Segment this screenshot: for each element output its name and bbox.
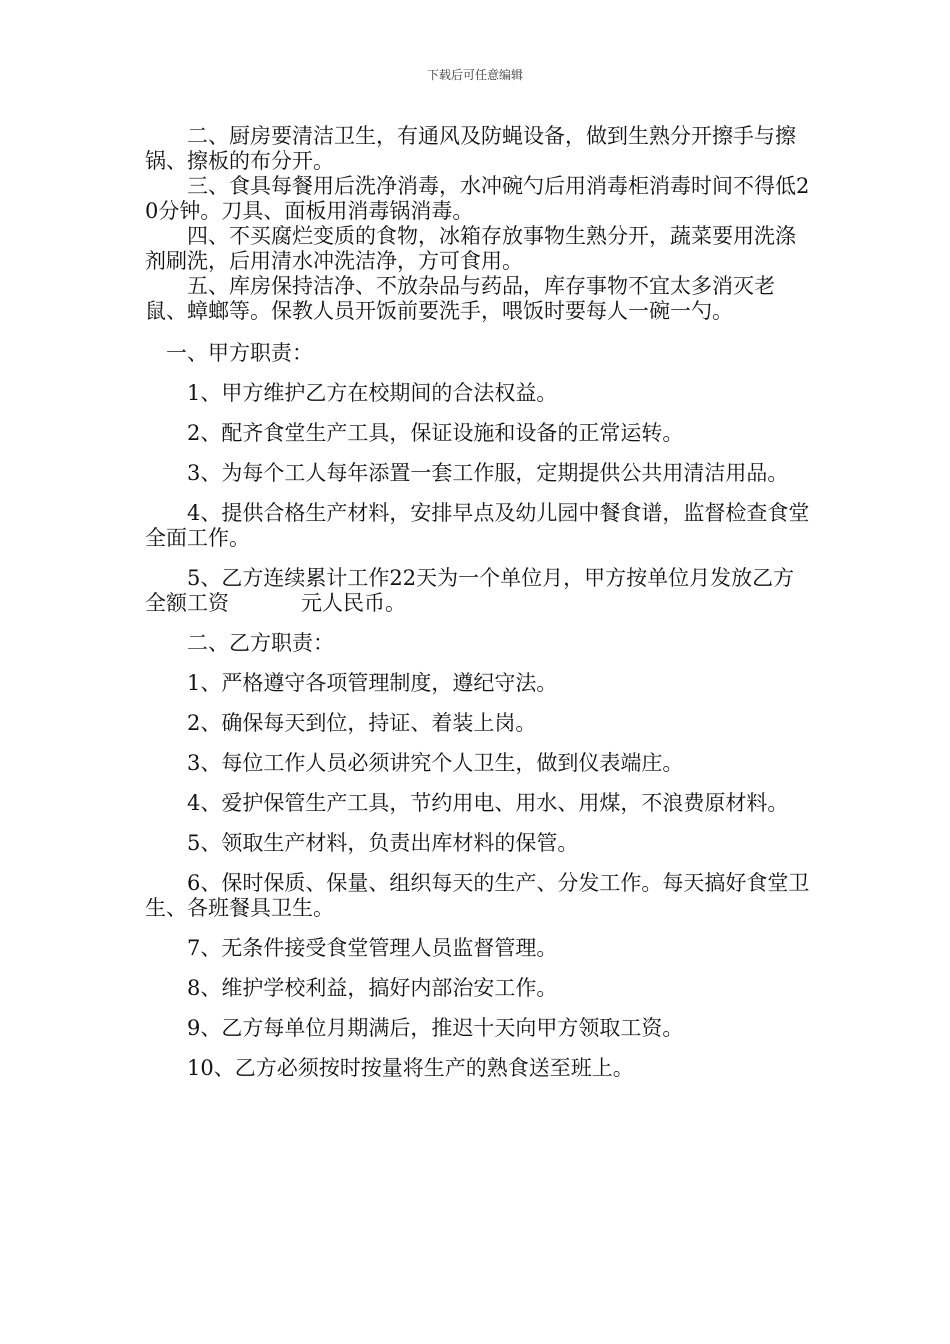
party-b-item: 9、乙方每单位月期满后，推迟十天向甲方领取工资。: [187, 1016, 684, 1040]
party-a-item: 4、提供合格生产材料，安排早点及幼儿园中餐食谱，监督检查食堂全面工作。: [145, 501, 810, 550]
party-b-item: 2、确保每天到位，持证、着装上岗。: [187, 711, 537, 735]
party-b-item: 6、保时保质、保量、组织每天的生产、分发工作。每天搞好食堂卫生、各班餐具卫生。: [145, 871, 810, 920]
document-body: [145, 124, 810, 1081]
rule-paragraph: 四、不买腐烂变质的食物，冰箱存放事物生熟分开，蔬菜要用洗涤剂刷洗，后用清水冲洗洁净，方可食用。: [145, 224, 796, 273]
rule-paragraph: 二、厨房要清洁卫生，有通风及防蝇设备，做到生熟分开擦手与擦锅、擦板的布分开。: [145, 124, 796, 173]
salary-text-after: 元人民币。: [301, 591, 406, 615]
party-b-title: 二、乙方职责：: [187, 631, 334, 655]
party-b-item: 1、严格遵守各项管理制度，遵纪守法。: [187, 671, 558, 695]
party-a-title: 一、甲方职责：: [166, 341, 313, 365]
party-b-item: 4、爱护保管生产工具，节约用电、用水、用煤，不浪费原材料。: [187, 791, 789, 815]
party-b-item: 3、每位工作人员必须讲究个人卫生，做到仪表端庄。: [187, 751, 684, 775]
party-a-item-salary: [145, 566, 810, 616]
party-b-item: 8、维护学校利益，搞好内部治安工作。: [187, 976, 558, 1000]
salary-text-before: 5、乙方连续累计工作22天为一个单位月，甲方按单位月发放乙方全额工资: [145, 566, 795, 615]
party-b-item: 5、领取生产材料，负责出库材料的保管。: [187, 831, 579, 855]
party-a-item: 2、配齐食堂生产工具，保证设施和设备的正常运转。: [187, 421, 684, 445]
party-b-item: 10、乙方必须按时按量将生产的熟食送至班上。: [187, 1056, 634, 1080]
party-a-item: 1、甲方维护乙方在校期间的合法权益。: [187, 381, 558, 405]
party-b-item: 7、无条件接受食堂管理人员监督管理。: [187, 936, 558, 960]
page-header: 下载后可任意编辑: [426, 68, 523, 82]
party-a-item: 3、为每个工人每年添置一套工作服，定期提供公共用清洁用品。: [187, 461, 789, 485]
rule-paragraph: 三、食具每餐用后洗净消毒，水冲碗勺后用消毒柜消毒时间不得低20分钟。刀具、面板用消毒锅消毒。: [145, 174, 810, 223]
rule-paragraph: 五、库房保持洁净、不放杂品与药品，库存事物不宜太多消灭老鼠、蟑螂等。保教人员开饭前要洗手，喂饭时要每人一碗一勺。: [145, 274, 775, 323]
